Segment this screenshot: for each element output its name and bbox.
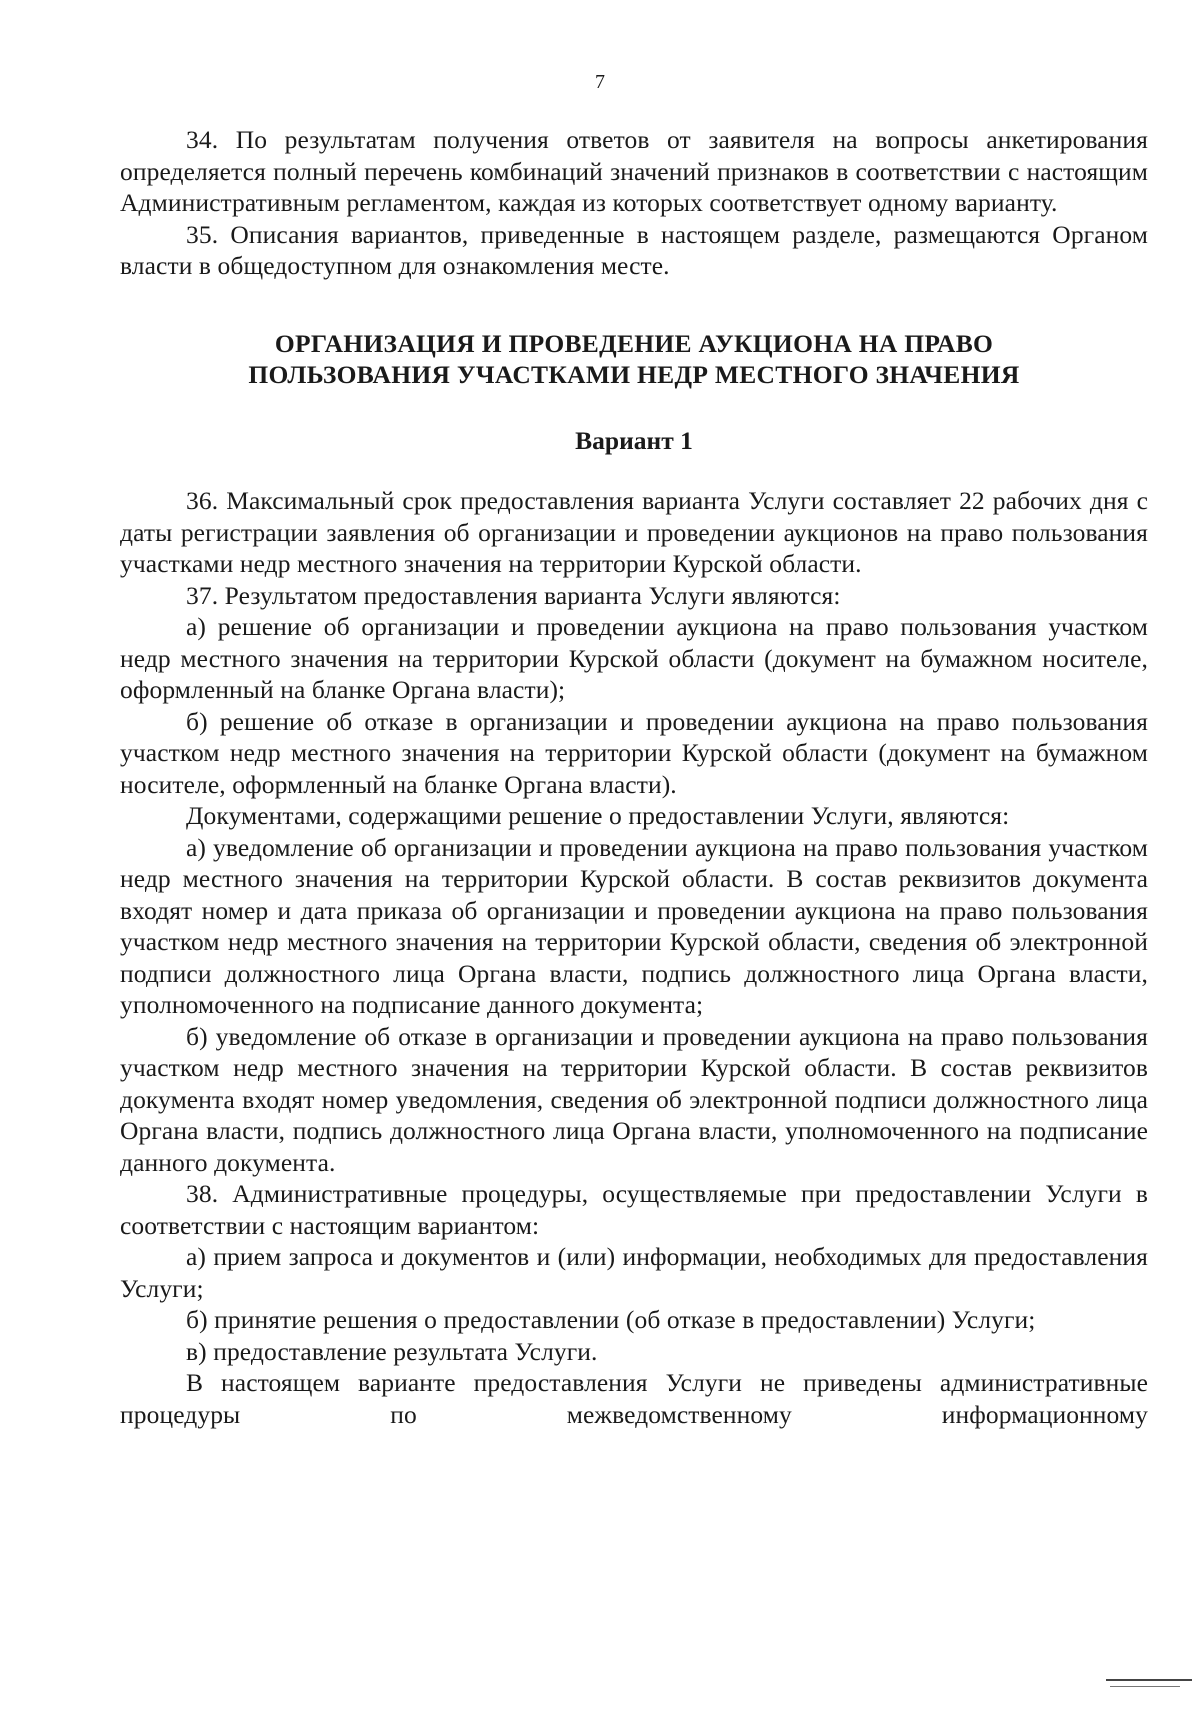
paragraph-documents: Документами, содержащими решение о предоставлении Услуги, являются: — [186, 801, 1010, 830]
document-body — [120, 124, 1148, 1430]
paragraph-37-a: а) решение об организации и проведении аукциона на право пользования участком недр местного значения на территории Курской области (документ на бумажном носителе, оформленный на бланке Органа власти); — [120, 612, 1148, 704]
paragraph-38-b: б) принятие решения о предоставлении (об отказе в предоставлении) Услуги; — [186, 1305, 1036, 1334]
section-title-line-1: ОРГАНИЗАЦИЯ И ПРОВЕДЕНИЕ АУКЦИОНА НА ПРАВО — [274, 328, 994, 358]
paragraph-36: 36. Максимальный срок предоставления варианта Услуги составляет 22 рабочих дня с даты регистрации заявления об организации и проведении аукционов на право пользования участками недр местного значения на территории Курской области. — [120, 486, 1148, 578]
paragraph-38-a: а) прием запроса и документов и (или) информации, необходимых для предоставления Услуги; — [120, 1242, 1148, 1303]
paragraph-note: В настоящем варианте предоставления Услуги не приведены административные процедуры по межведомственному информационному — [120, 1368, 1148, 1429]
paragraph-documents-a: а) уведомление об организации и проведении аукциона на право пользования участком недр местного значения на территории Курской области. В состав реквизитов документа входят номер и дата приказа об организации и проведении аукциона на право пользования участком недр местного значения на территории Курской области, сведения об электронной подписи должностного лица Органа власти, подпись должностного лица Органа власти, уполномоченного на подписание данного документа; — [120, 832, 1148, 1019]
section-title-line-2: ПОЛЬЗОВАНИЯ УЧАСТКАМИ НЕДР МЕСТНОГО ЗНАЧЕНИЯ — [248, 360, 1020, 389]
section-title — [120, 328, 1148, 391]
page-number: 7 — [595, 71, 605, 93]
scan-edge-mark — [1106, 1679, 1192, 1681]
paragraph-37: 37. Результатом предоставления варианта Услуги являются: — [186, 580, 841, 610]
variant-title: Вариант 1 — [575, 425, 693, 455]
paragraph-37-b: б) решение об отказе в организации и проведении аукциона на право пользования участком недр местного значения на территории Курской области (документ на бумажном носителе, оформленный на бланке Органа власти). — [120, 706, 1148, 799]
paragraph-38-c: в) предоставление результата Услуги. — [186, 1336, 598, 1366]
paragraph-35: 35. Описания вариантов, приведенные в настоящем разделе, размещаются Органом власти в общедоступном для ознакомления месте. — [120, 219, 1148, 280]
paragraph-documents-b: б) уведомление об отказе в организации и проведении аукциона на право пользования участком недр местного значения на территории Курской области. В состав реквизитов документа входят номер уведомления, сведения об электронной подписи должностного лица Органа власти, подпись должностного лица Органа власти, уполномоченного на подписание данного документа. — [120, 1021, 1148, 1177]
paragraph-34: 34. По результатам получения ответов от заявителя на вопросы анкетирования определяется полный перечень комбинаций значений признаков в соответствии с настоящим Административным регламентом, каждая из которых соответствует одному варианту. — [120, 125, 1148, 217]
scan-edge-mark-secondary — [1110, 1686, 1180, 1687]
paragraph-38: 38. Административные процедуры, осуществляемые при предоставлении Услуги в соответствии с настоящим вариантом: — [120, 1179, 1148, 1240]
